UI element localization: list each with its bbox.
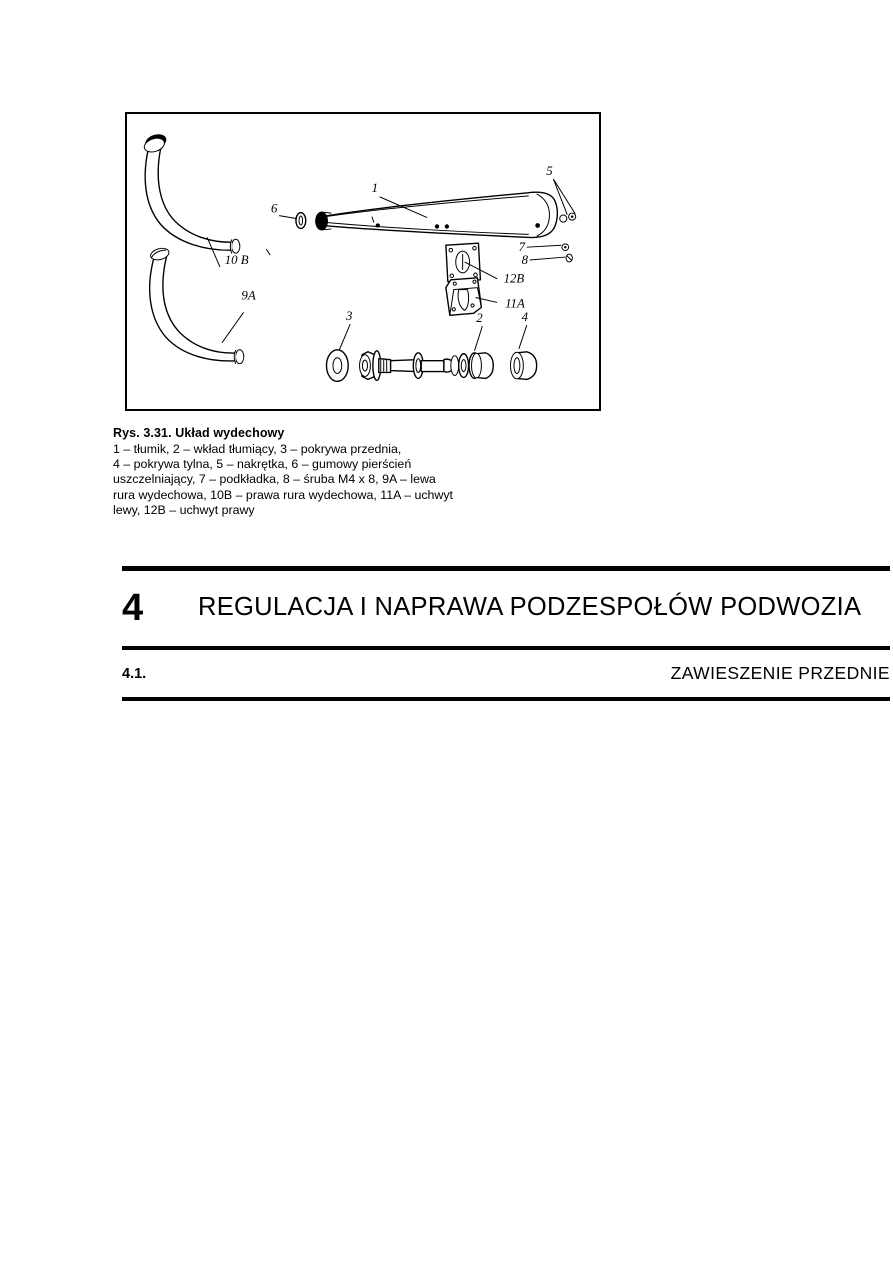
chapter-number: 4 (122, 587, 144, 629)
caption-line-2: 4 – pokrywa tylna, 5 – nakrętka, 6 – gumowy pierścień (113, 457, 412, 472)
callout-label-11a: 11A (505, 296, 525, 311)
callout-label-3: 3 (345, 309, 353, 324)
callout-label-9a: 9A (241, 288, 256, 303)
callout-label-7: 7 (518, 240, 526, 255)
section-rule-bottom (122, 697, 890, 701)
part-rubber-sealing-ring (296, 213, 306, 229)
part-nuts (560, 213, 576, 222)
part-upper-exhaust-pipe (142, 132, 239, 253)
callout-label-5: 5 (546, 164, 553, 179)
part-rear-cover (511, 352, 537, 380)
part-front-cover (326, 350, 348, 382)
caption-line-3: uszczelniający, 7 – podkładka, 8 – śruba M4 x 8, 9A – lewa (113, 472, 436, 487)
chapter-rule-top (122, 566, 890, 571)
chapter-rule-middle (122, 646, 890, 650)
part-muffler-body (316, 192, 558, 237)
figure-box (125, 112, 601, 411)
callout-label-1: 1 (371, 180, 379, 195)
callout-label-10b: 10 B (224, 252, 249, 267)
part-left-bracket (446, 278, 482, 315)
callout-label-2: 2 (476, 311, 483, 326)
caption-line-4: rura wydechowa, 10B – prawa rura wydechowa, 11A – uchwyt (113, 487, 454, 502)
section-heading (122, 659, 890, 689)
figure-caption-body (113, 442, 543, 518)
chapter-heading (122, 578, 890, 638)
part-washer-and-screw (562, 244, 572, 262)
figure-caption-title: Rys. 3.31. Układ wydechowy (113, 426, 285, 440)
callout-label-6: 6 (271, 201, 278, 216)
caption-line-5: lewy, 12B – uchwyt prawy (113, 502, 255, 517)
callout-label-4: 4 (521, 310, 529, 325)
caption-line-1: 1 – tłumik, 2 – wkład tłumiący, 3 – pokrywa przednia, (113, 442, 402, 456)
section-title: ZAWIESZENIE PRZEDNIE (670, 663, 890, 684)
part-damping-insert-assembly (360, 351, 494, 381)
chapter-title: REGULACJA I NAPRAWA PODZESPOŁÓW PODWOZIA (198, 593, 862, 622)
callout-label-8: 8 (521, 252, 529, 267)
section-number: 4.1. (122, 665, 147, 682)
part-right-bracket (446, 243, 481, 281)
callout-label-12b: 12B (503, 271, 525, 286)
figure-caption (113, 425, 543, 518)
exhaust-system-diagram (127, 114, 599, 409)
